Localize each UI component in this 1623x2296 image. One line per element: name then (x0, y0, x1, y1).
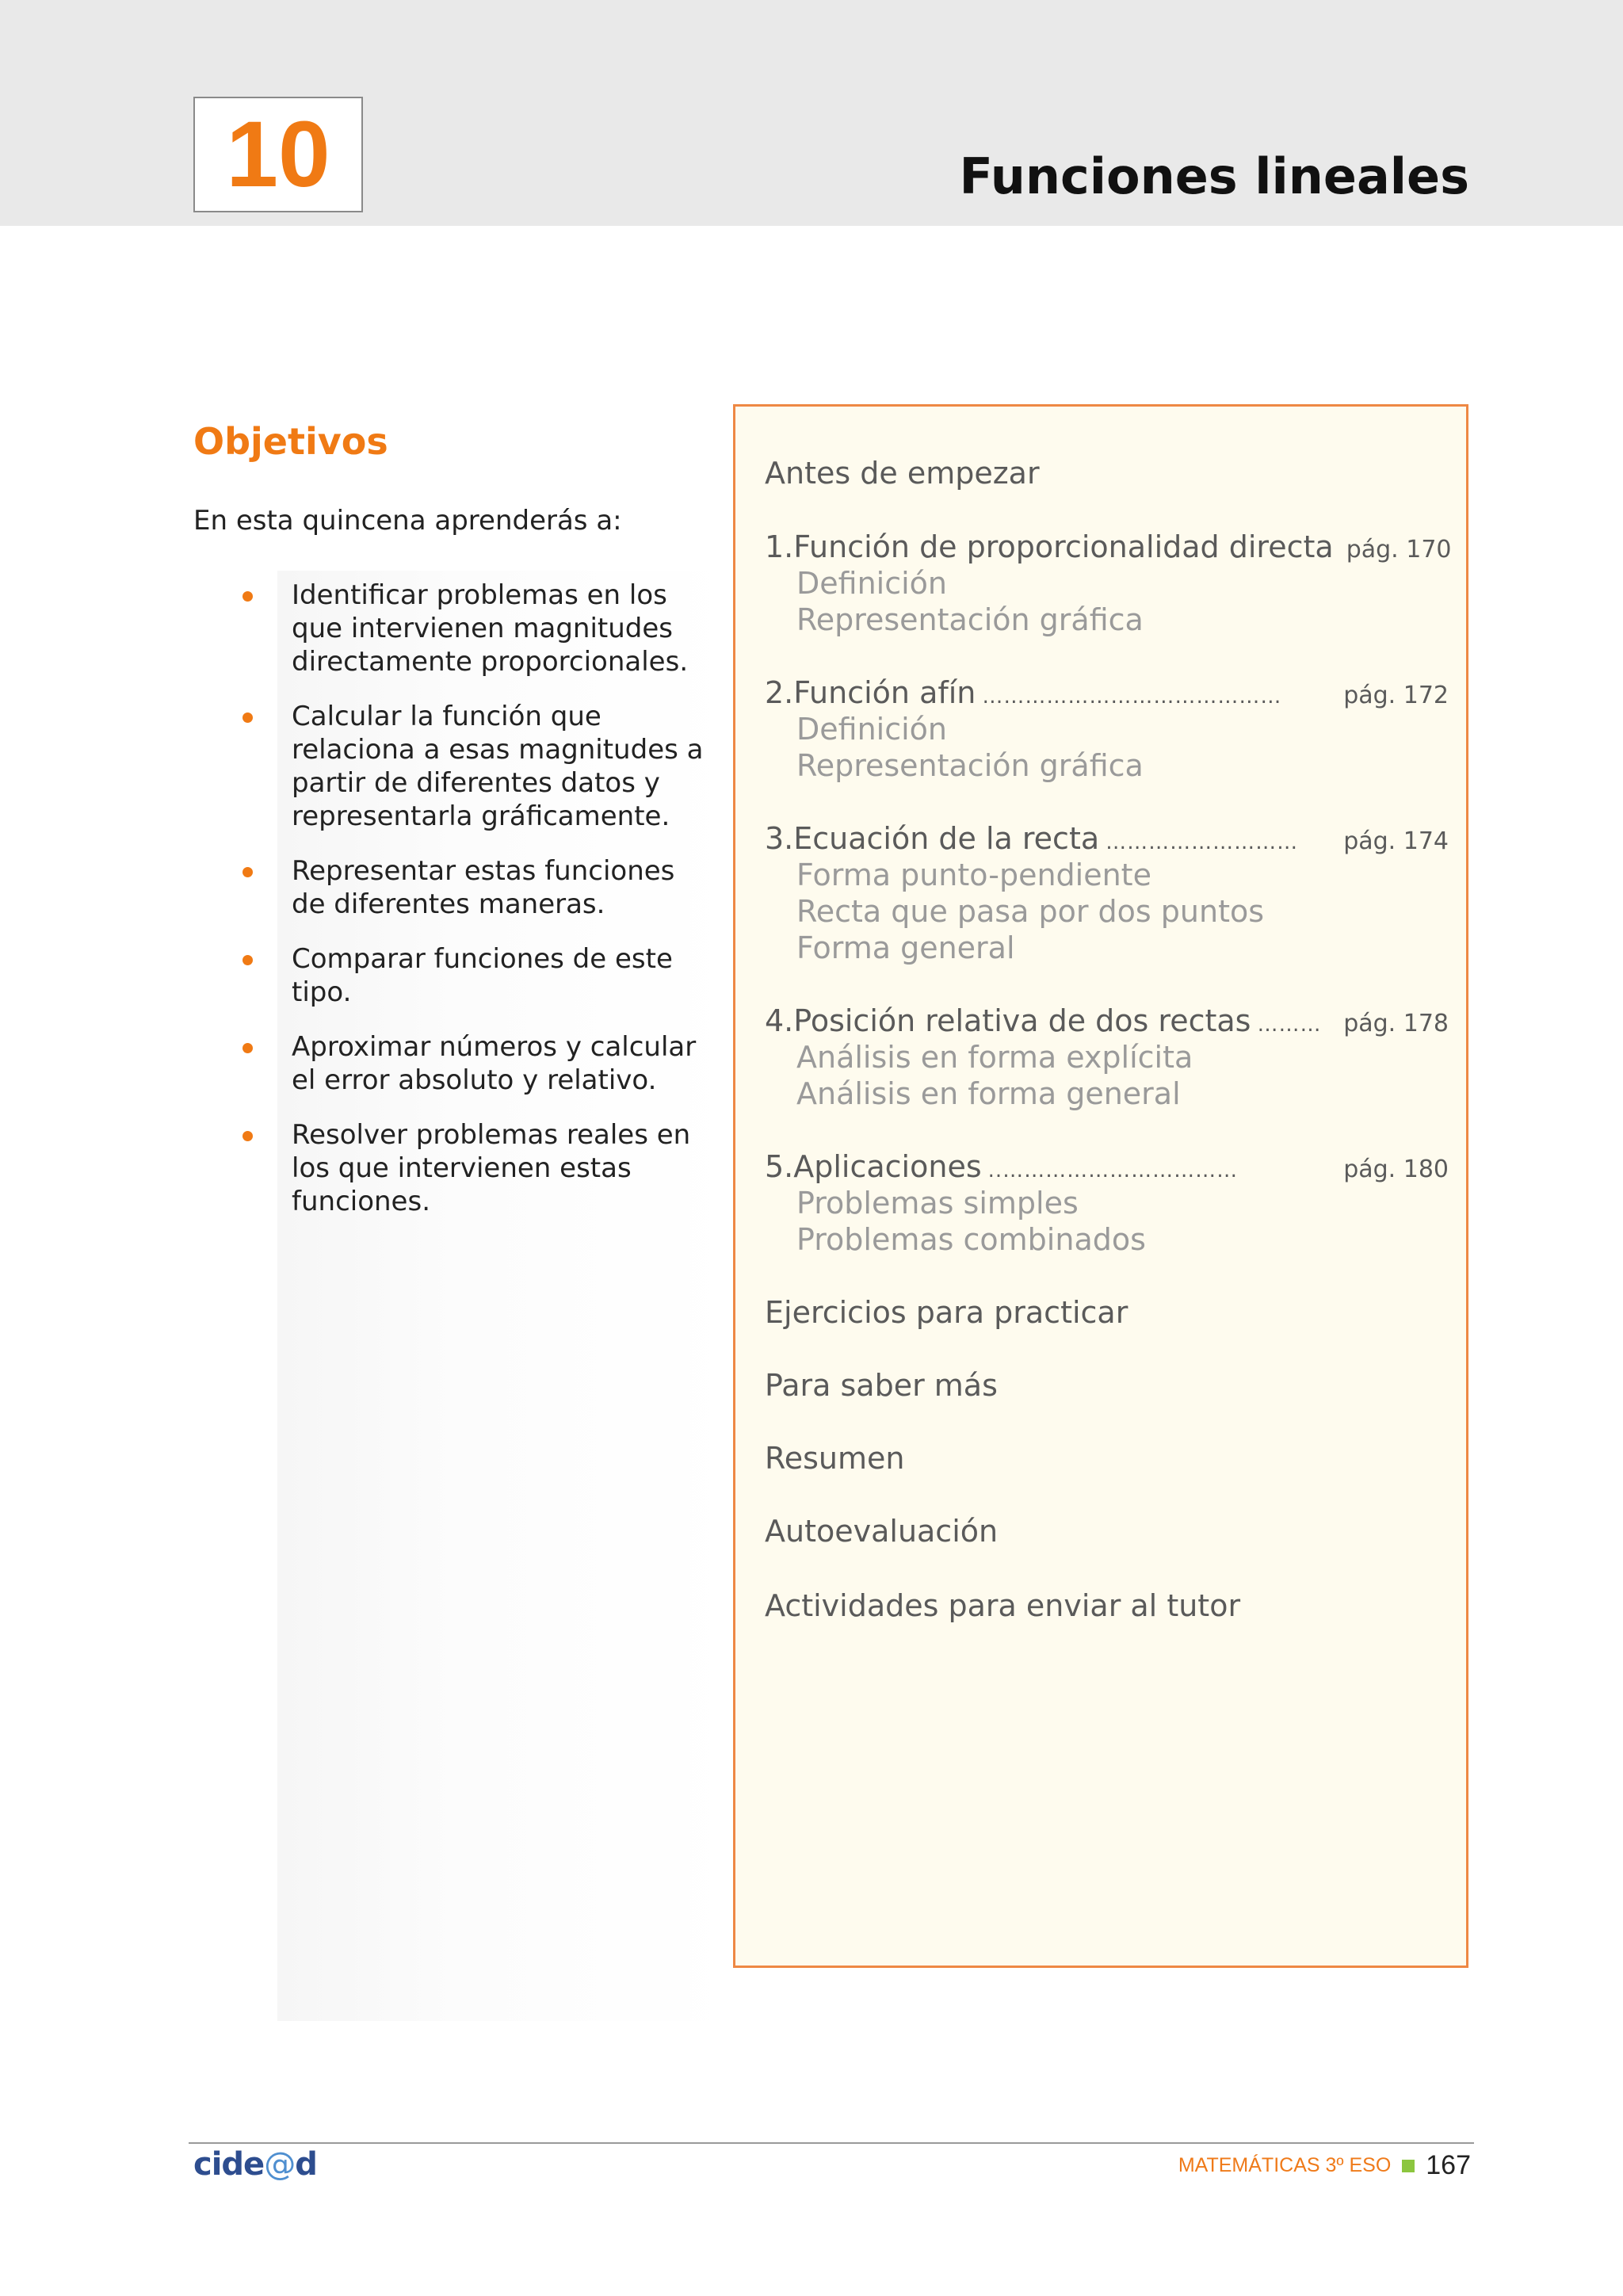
toc-dots: …………………………………… (982, 685, 1282, 709)
bullet-icon (242, 955, 253, 965)
objective-line: de diferentes maneras. (292, 888, 605, 920)
objectives-title: Objetivos (193, 420, 388, 463)
toc-section-4 (765, 1003, 1449, 1038)
objective-item (242, 1118, 718, 1218)
logo-at: @ (264, 2146, 296, 2183)
toc-page: pág. 170 (1346, 536, 1452, 563)
toc-self-evaluation: Autoevaluación (765, 1514, 999, 1549)
objective-item (242, 854, 718, 921)
toc-page: pág. 178 (1343, 1010, 1449, 1037)
toc-subsection: Análisis en forma explícita (796, 1040, 1193, 1075)
toc-section-label: 4.Posición relativa de dos rectas (765, 1003, 1251, 1038)
toc-section-label: 2.Función afín (765, 675, 976, 710)
objective-line: Resolver problemas reales en (292, 1119, 691, 1151)
toc-subsection: Forma punto-pendiente (796, 858, 1151, 892)
toc-subsection: Forma general (796, 930, 1015, 965)
bullet-icon (242, 591, 253, 602)
objective-line: relaciona a esas magnitudes a (292, 734, 704, 766)
toc-tutor-activities: Actividades para enviar al tutor (765, 1588, 1241, 1623)
objective-line: el error absoluto y relativo. (292, 1064, 657, 1096)
toc-subsection: Análisis en forma general (796, 1076, 1181, 1111)
objective-item (242, 700, 718, 833)
toc-subsection: Definición (796, 566, 947, 601)
footer-divider (189, 2142, 1474, 2144)
objectives-intro: En esta quincena aprenderás a: (193, 505, 622, 537)
objectives-list (242, 579, 718, 1240)
footer-course-info (1178, 2150, 1471, 2181)
logo-text-end: d (295, 2146, 317, 2183)
footer-course: MATEMÁTICAS 3º ESO (1178, 2154, 1392, 2176)
toc-section-label: 5.Aplicaciones (765, 1149, 982, 1184)
page-number: 167 (1426, 2150, 1471, 2180)
objective-item (242, 1030, 718, 1097)
cidead-logo (193, 2146, 317, 2183)
chapter-title: Funciones lineales (959, 147, 1469, 205)
toc-section-3 (765, 821, 1449, 856)
objective-line: tipo. (292, 976, 352, 1008)
toc-section-label: 1.Función de proporcionalidad directa (765, 529, 1334, 564)
bullet-icon (242, 867, 253, 877)
toc-subsection: Representación gráfica (796, 748, 1144, 783)
objective-line: funciones. (292, 1186, 430, 1217)
square-icon (1402, 2160, 1415, 2172)
chapter-number: 10 (193, 97, 363, 212)
objective-line: directamente proporcionales. (292, 646, 689, 678)
objective-line: Calcular la función que (292, 701, 601, 732)
toc-subsection: Definición (796, 712, 947, 747)
toc-subsection: Representación gráfica (796, 602, 1144, 637)
objective-line: que intervienen magnitudes (292, 613, 674, 644)
logo-text: cide (193, 2146, 265, 2183)
toc-page: pág. 174 (1343, 827, 1449, 855)
objective-line: Representar estas funciones (292, 855, 675, 887)
toc-learn-more: Para saber más (765, 1368, 998, 1403)
objective-line: Aproximar números y calcular (292, 1031, 697, 1063)
toc-dots: ..…………………………… (987, 1159, 1239, 1182)
objective-line: representarla gráficamente. (292, 800, 670, 832)
objective-line: Comparar funciones de este (292, 943, 673, 975)
bullet-icon (242, 1043, 253, 1053)
table-of-contents (733, 404, 1468, 1968)
toc-page: pág. 172 (1343, 682, 1449, 709)
toc-dots: ……………………… (1106, 831, 1299, 854)
objective-line: Identificar problemas en los (292, 579, 667, 611)
toc-page: pág. 180 (1343, 1156, 1449, 1183)
toc-subsection: Problemas combinados (796, 1222, 1146, 1257)
toc-exercises: Ejercicios para practicar (765, 1295, 1128, 1330)
toc-section-1 (765, 529, 1452, 564)
toc-subsection: Recta que pasa por dos puntos (796, 894, 1265, 929)
objective-line: los que intervienen estas (292, 1152, 632, 1184)
toc-summary: Resumen (765, 1441, 905, 1476)
toc-intro: Antes de empezar (765, 456, 1040, 491)
toc-section-label: 3.Ecuación de la recta (765, 821, 1100, 856)
toc-section-2 (765, 675, 1449, 710)
toc-section-5 (765, 1149, 1449, 1184)
toc-dots: ……… (1257, 1013, 1322, 1037)
objective-item (242, 942, 718, 1009)
bullet-icon (242, 712, 253, 723)
bullet-icon (242, 1131, 253, 1141)
objective-item (242, 579, 718, 678)
objective-line: partir de diferentes datos y (292, 767, 660, 799)
toc-subsection: Problemas simples (796, 1186, 1079, 1221)
